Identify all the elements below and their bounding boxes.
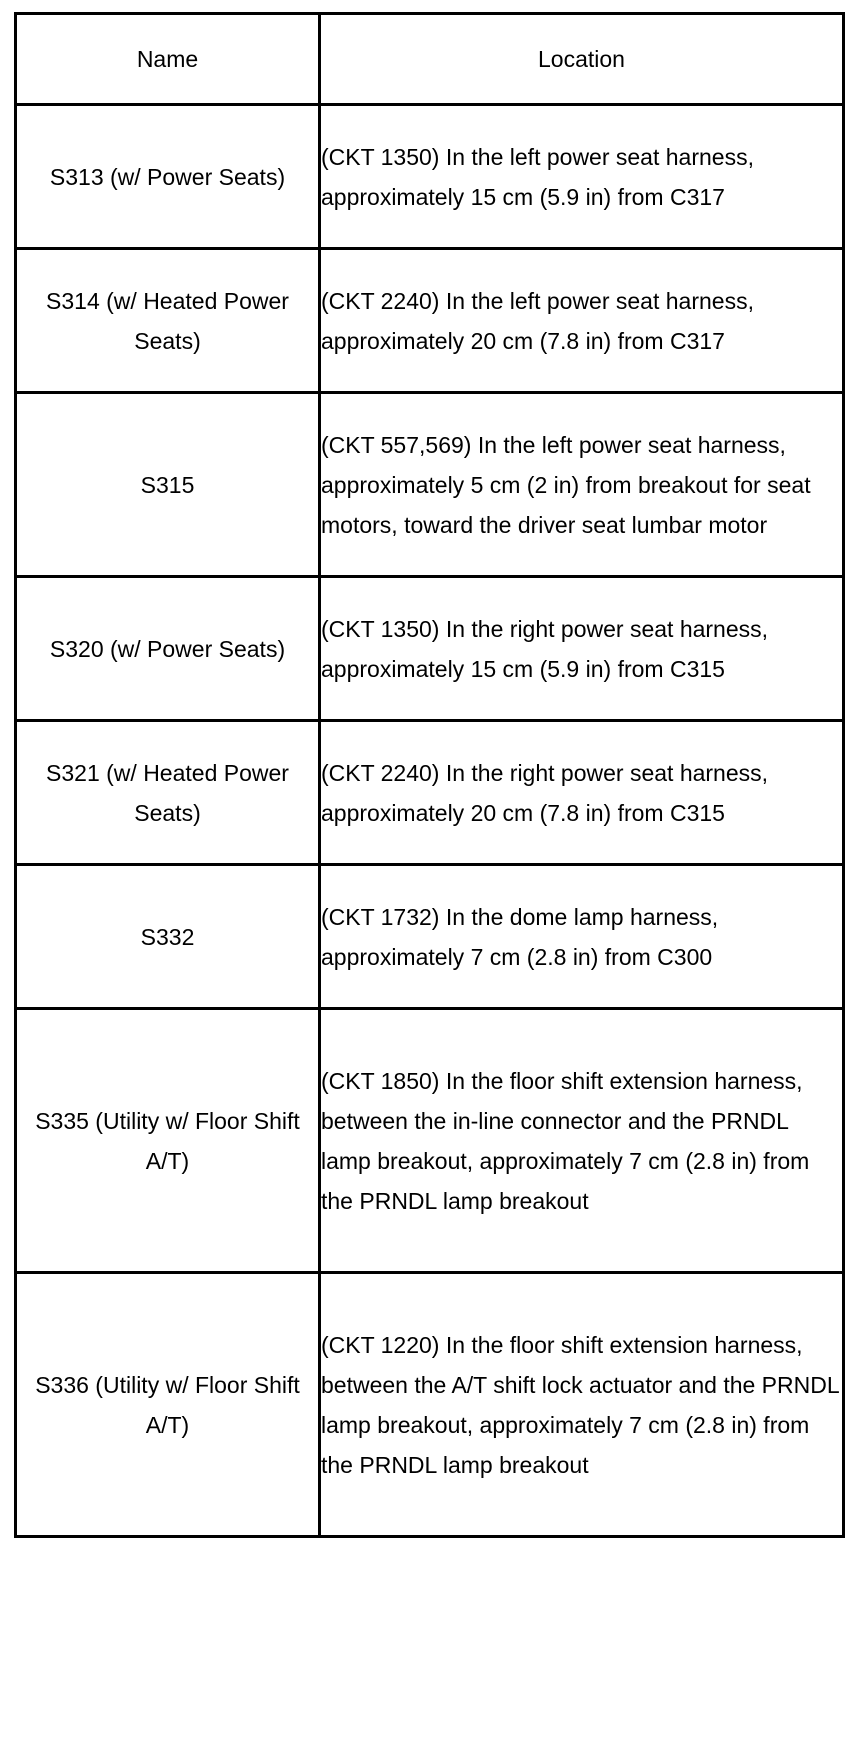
table-row bbox=[16, 249, 844, 393]
splice-location-table bbox=[14, 12, 845, 1538]
name-column-header: Name bbox=[16, 14, 320, 105]
table-header-row bbox=[16, 14, 844, 105]
location-column-header: Location bbox=[320, 14, 844, 105]
table-row bbox=[16, 865, 844, 1009]
splice-name-cell: S336 (Utility w/ Floor Shift A/T) bbox=[16, 1273, 320, 1537]
table-row bbox=[16, 1009, 844, 1273]
splice-location-cell: (CKT 1350) In the right power seat harness, approximately 15 cm (5.9 in) from C315 bbox=[320, 577, 844, 721]
splice-name-cell: S332 bbox=[16, 865, 320, 1009]
table-row bbox=[16, 105, 844, 249]
splice-name-cell: S321 (w/ Heated Power Seats) bbox=[16, 721, 320, 865]
splice-name-cell: S320 (w/ Power Seats) bbox=[16, 577, 320, 721]
table-row bbox=[16, 721, 844, 865]
splice-name-cell: S314 (w/ Heated Power Seats) bbox=[16, 249, 320, 393]
table-row bbox=[16, 577, 844, 721]
splice-location-cell: (CKT 1220) In the floor shift extension harness, between the A/T shift lock actuator and the PRNDL lamp breakout, approximately 7 cm (2.8 in) from the PRNDL lamp breakout bbox=[320, 1273, 844, 1537]
splice-name-cell: S335 (Utility w/ Floor Shift A/T) bbox=[16, 1009, 320, 1273]
splice-location-cell: (CKT 1850) In the floor shift extension harness, between the in-line connector and the PRNDL lamp breakout, approximately 7 cm (2.8 in) from the PRNDL lamp breakout bbox=[320, 1009, 844, 1273]
splice-name-cell: S313 (w/ Power Seats) bbox=[16, 105, 320, 249]
splice-location-cell: (CKT 1350) In the left power seat harness, approximately 15 cm (5.9 in) from C317 bbox=[320, 105, 844, 249]
splice-name-cell: S315 bbox=[16, 393, 320, 577]
splice-location-cell: (CKT 557,569) In the left power seat harness, approximately 5 cm (2 in) from breakout for seat motors, toward the driver seat lumbar motor bbox=[320, 393, 844, 577]
splice-location-cell: (CKT 1732) In the dome lamp harness, approximately 7 cm (2.8 in) from C300 bbox=[320, 865, 844, 1009]
table-row bbox=[16, 1273, 844, 1537]
table-row bbox=[16, 393, 844, 577]
splice-location-cell: (CKT 2240) In the right power seat harness, approximately 20 cm (7.8 in) from C315 bbox=[320, 721, 844, 865]
splice-location-cell: (CKT 2240) In the left power seat harness, approximately 20 cm (7.8 in) from C317 bbox=[320, 249, 844, 393]
